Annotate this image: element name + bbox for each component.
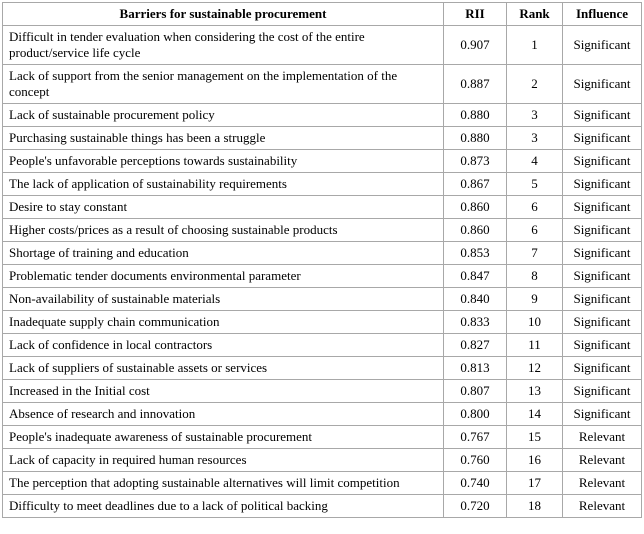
table-row xyxy=(3,26,642,65)
rii-cell: 0.840 xyxy=(444,288,507,311)
influence-cell: Significant xyxy=(563,104,642,127)
rii-cell: 0.860 xyxy=(444,219,507,242)
barrier-cell: Difficult in tender evaluation when considering the cost of the entire product/service life cycle xyxy=(3,26,444,65)
table-row xyxy=(3,150,642,173)
barrier-cell: Desire to stay constant xyxy=(3,196,444,219)
rank-cell: 15 xyxy=(507,426,563,449)
rii-cell: 0.740 xyxy=(444,472,507,495)
table-row xyxy=(3,104,642,127)
barrier-cell: Lack of sustainable procurement policy xyxy=(3,104,444,127)
barrier-cell: Lack of capacity in required human resources xyxy=(3,449,444,472)
table-row xyxy=(3,265,642,288)
table-row xyxy=(3,357,642,380)
rank-cell: 12 xyxy=(507,357,563,380)
rii-cell: 0.860 xyxy=(444,196,507,219)
barrier-cell: Higher costs/prices as a result of choosing sustainable products xyxy=(3,219,444,242)
table-row xyxy=(3,380,642,403)
barrier-cell: The perception that adopting sustainable alternatives will limit competition xyxy=(3,472,444,495)
barrier-cell: Problematic tender documents environmental parameter xyxy=(3,265,444,288)
influence-cell: Significant xyxy=(563,265,642,288)
influence-cell: Significant xyxy=(563,403,642,426)
rank-cell: 1 xyxy=(507,26,563,65)
rank-cell: 14 xyxy=(507,403,563,426)
rank-cell: 6 xyxy=(507,196,563,219)
barrier-cell: Lack of support from the senior management on the implementation of the concept xyxy=(3,65,444,104)
rank-cell: 18 xyxy=(507,495,563,518)
rank-cell: 10 xyxy=(507,311,563,334)
table-row xyxy=(3,495,642,518)
table-row xyxy=(3,334,642,357)
influence-cell: Significant xyxy=(563,334,642,357)
influence-cell: Significant xyxy=(563,150,642,173)
barrier-cell: Lack of confidence in local contractors xyxy=(3,334,444,357)
rank-cell: 2 xyxy=(507,65,563,104)
rii-cell: 0.880 xyxy=(444,127,507,150)
table-row xyxy=(3,242,642,265)
table-row xyxy=(3,173,642,196)
table-row xyxy=(3,127,642,150)
rii-cell: 0.853 xyxy=(444,242,507,265)
rii-cell: 0.767 xyxy=(444,426,507,449)
influence-cell: Significant xyxy=(563,380,642,403)
barrier-cell: Increased in the Initial cost xyxy=(3,380,444,403)
table-row xyxy=(3,196,642,219)
rank-cell: 6 xyxy=(507,219,563,242)
barrier-cell: Lack of suppliers of sustainable assets or services xyxy=(3,357,444,380)
influence-cell: Significant xyxy=(563,311,642,334)
barrier-cell: Shortage of training and education xyxy=(3,242,444,265)
table-row xyxy=(3,311,642,334)
rii-cell: 0.760 xyxy=(444,449,507,472)
header-influence: Influence xyxy=(563,3,642,26)
rank-cell: 3 xyxy=(507,127,563,150)
table-row xyxy=(3,449,642,472)
barriers-table xyxy=(2,2,642,518)
influence-cell: Significant xyxy=(563,26,642,65)
rank-cell: 13 xyxy=(507,380,563,403)
rank-cell: 11 xyxy=(507,334,563,357)
rii-cell: 0.827 xyxy=(444,334,507,357)
influence-cell: Significant xyxy=(563,65,642,104)
barrier-cell: Non-availability of sustainable materials xyxy=(3,288,444,311)
rank-cell: 9 xyxy=(507,288,563,311)
influence-cell: Relevant xyxy=(563,472,642,495)
rii-cell: 0.880 xyxy=(444,104,507,127)
influence-cell: Significant xyxy=(563,196,642,219)
rank-cell: 7 xyxy=(507,242,563,265)
rank-cell: 3 xyxy=(507,104,563,127)
influence-cell: Significant xyxy=(563,219,642,242)
rank-cell: 17 xyxy=(507,472,563,495)
table-row xyxy=(3,219,642,242)
table-row xyxy=(3,65,642,104)
table-row xyxy=(3,288,642,311)
rank-cell: 5 xyxy=(507,173,563,196)
barrier-cell: Absence of research and innovation xyxy=(3,403,444,426)
header-barriers: Barriers for sustainable procurement xyxy=(3,3,444,26)
rii-cell: 0.813 xyxy=(444,357,507,380)
influence-cell: Significant xyxy=(563,288,642,311)
influence-cell: Relevant xyxy=(563,449,642,472)
barrier-cell: The lack of application of sustainability requirements xyxy=(3,173,444,196)
barrier-cell: Purchasing sustainable things has been a struggle xyxy=(3,127,444,150)
influence-cell: Relevant xyxy=(563,495,642,518)
table-row xyxy=(3,472,642,495)
table-header-row xyxy=(3,3,642,26)
rii-cell: 0.867 xyxy=(444,173,507,196)
header-rii: RII xyxy=(444,3,507,26)
influence-cell: Significant xyxy=(563,357,642,380)
rii-cell: 0.800 xyxy=(444,403,507,426)
barrier-cell: People's inadequate awareness of sustainable procurement xyxy=(3,426,444,449)
rii-cell: 0.873 xyxy=(444,150,507,173)
influence-cell: Relevant xyxy=(563,426,642,449)
influence-cell: Significant xyxy=(563,242,642,265)
rank-cell: 16 xyxy=(507,449,563,472)
rii-cell: 0.887 xyxy=(444,65,507,104)
influence-cell: Significant xyxy=(563,127,642,150)
header-rank: Rank xyxy=(507,3,563,26)
rank-cell: 8 xyxy=(507,265,563,288)
barrier-cell: Inadequate supply chain communication xyxy=(3,311,444,334)
rii-cell: 0.807 xyxy=(444,380,507,403)
rii-cell: 0.847 xyxy=(444,265,507,288)
rii-cell: 0.720 xyxy=(444,495,507,518)
rii-cell: 0.833 xyxy=(444,311,507,334)
rank-cell: 4 xyxy=(507,150,563,173)
barrier-cell: People's unfavorable perceptions towards sustainability xyxy=(3,150,444,173)
table-row xyxy=(3,403,642,426)
barrier-cell: Difficulty to meet deadlines due to a lack of political backing xyxy=(3,495,444,518)
influence-cell: Significant xyxy=(563,173,642,196)
table-row xyxy=(3,426,642,449)
rii-cell: 0.907 xyxy=(444,26,507,65)
